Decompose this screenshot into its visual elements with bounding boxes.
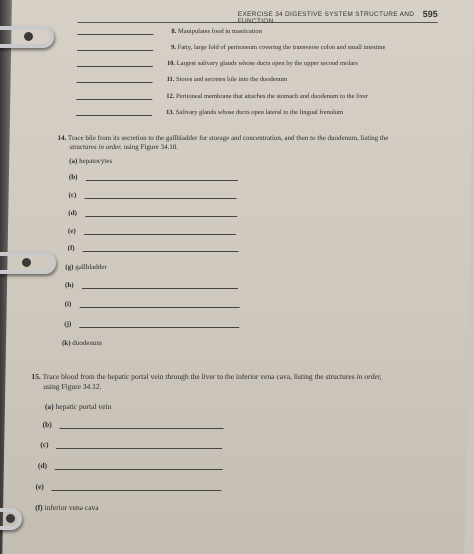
list-item: (d)	[68, 209, 237, 217]
matching-item: 10. Largest salivary glands whose ducts open by the upper second molars	[77, 60, 358, 67]
matching-text: Stores and secretes bile into the duodenum	[175, 76, 288, 83]
matching-item: 13. Salivary glands whose ducts open lateral to the lingual frenulum	[76, 109, 343, 116]
worksheet-page	[2, 0, 474, 554]
matching-text: Fatty, large fold of peritoneum covering the transverse colon and small intestine	[177, 44, 386, 51]
matching-item: 8. Manipulates food in mastication	[77, 28, 262, 35]
list-item: (b)	[43, 420, 224, 429]
answer-line[interactable]	[82, 288, 238, 289]
answer-line[interactable]	[83, 251, 239, 252]
list-item: (e)	[35, 482, 221, 491]
matching-text: Manipulates food in mastication	[177, 28, 262, 35]
question-text: Trace blood from the hepatic portal vein through the liver to the inferior vena cava, listing the structures	[42, 372, 355, 381]
matching-text: Largest salivary glands whose ducts open by the upper second molars	[176, 60, 358, 67]
answer-line[interactable]	[85, 216, 237, 217]
list-item: (d)	[38, 461, 223, 470]
list-item: (b)	[69, 173, 238, 181]
answer-line[interactable]	[84, 234, 236, 235]
list-item: (h)	[65, 281, 238, 289]
binder-ring	[0, 252, 56, 274]
matching-item: 12. Peritoneal membrane that attaches the stomach and duodenum to the liver	[76, 93, 368, 100]
list-item: (j)	[64, 320, 239, 328]
answer-blank[interactable]	[76, 99, 152, 100]
list-item: (e)	[68, 227, 236, 235]
list-item: (f) inferior vena cava	[35, 503, 99, 512]
answer-line[interactable]	[79, 307, 239, 308]
answer-line[interactable]	[84, 198, 236, 199]
answer-blank[interactable]	[76, 115, 152, 116]
answer-line[interactable]	[56, 448, 222, 449]
list-item: (g) gallbladder	[65, 263, 107, 271]
page-header	[78, 10, 438, 23]
list-item: (i)	[65, 300, 240, 308]
answer-line[interactable]	[79, 327, 239, 328]
matching-text: Salivary glands whose ducts open lateral to the lingual frenulum	[175, 109, 344, 116]
page-number: 595	[422, 9, 438, 19]
answer-line[interactable]	[55, 469, 223, 470]
answer-blank[interactable]	[77, 66, 153, 67]
list-item: (a) hepatic portal vein	[44, 402, 112, 411]
list-item: (c)	[69, 191, 237, 199]
answer-line[interactable]	[60, 428, 224, 429]
answer-line[interactable]	[85, 180, 237, 181]
binder-ring	[0, 508, 22, 530]
exercise-title: EXERCISE 34 DIGESTIVE SYSTEM STRUCTURE AND FUNCTION	[237, 11, 415, 25]
matching-text: Peritoneal membrane that attaches the stomach and duodenum to the liver	[176, 93, 369, 100]
matching-item: 9. Fatty, large fold of peritoneum covering the transverse colon and small intestine	[77, 44, 385, 51]
binder-ring	[0, 26, 54, 48]
answer-blank[interactable]	[77, 34, 153, 35]
answer-blank[interactable]	[77, 50, 153, 51]
list-item: (c)	[40, 440, 222, 449]
matching-item: 11. Stores and secretes bile into the duodenum	[77, 76, 288, 83]
list-item: (f)	[68, 244, 239, 252]
question-15: 15. Trace blood from the hepatic portal vein through the liver to the inferior vena cava, listing the structures in order, using Figure 34.12.	[31, 372, 382, 391]
list-item: (k) duodenum	[61, 339, 102, 347]
question-text: Trace bile from its secretion to the gallbladder for storage and concentration, and then to the duodenum, listing the	[67, 134, 389, 142]
question-14: 14. Trace bile from its secretion to the gallbladder for storage and concentration, and then to the duodenum, listing the structures in order, using Figure 34.10.	[57, 134, 389, 151]
answer-line[interactable]	[52, 490, 222, 491]
list-item: (a) hepatocytes	[69, 157, 113, 165]
answer-blank[interactable]	[77, 82, 153, 83]
